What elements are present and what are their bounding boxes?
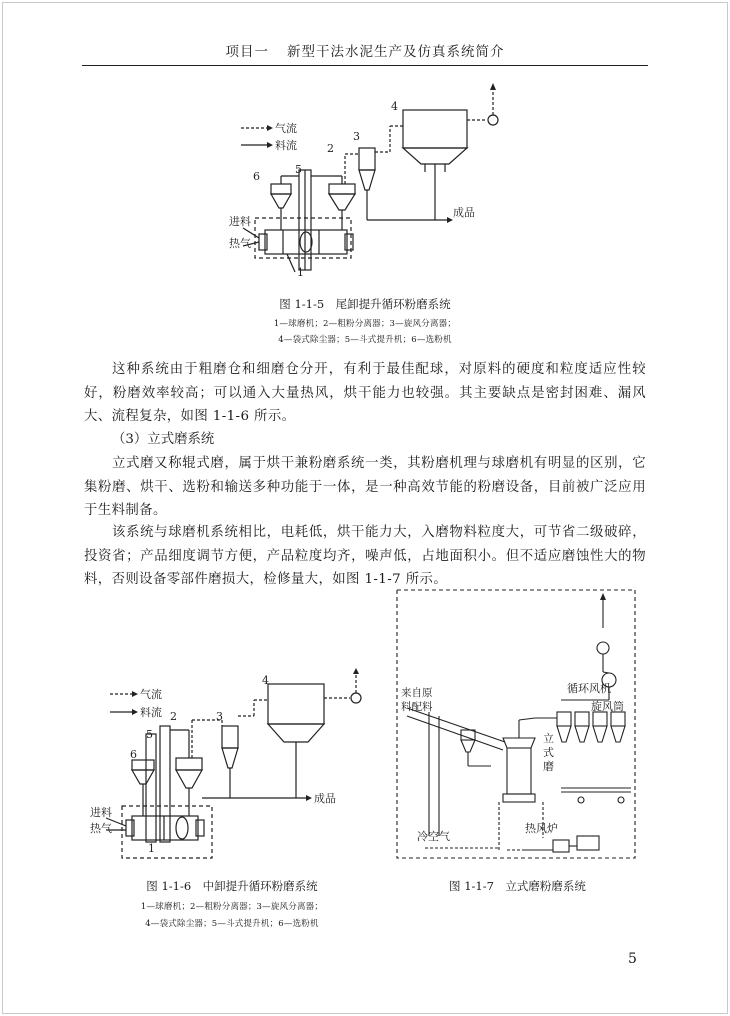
fig7-label-cold-air: 冷空气: [417, 830, 450, 843]
fig5-label-air: 气流: [275, 122, 297, 135]
fig7-label-furnace: 热风炉: [525, 822, 558, 835]
fig7-label-source-2: 料配料: [401, 701, 433, 713]
fig5-caption: 图 1-1-5 尾卸提升循环粉磨系统: [279, 297, 451, 311]
fig6-label-feed: 进料: [90, 806, 112, 819]
fig5-num-1: 1: [297, 266, 304, 279]
fig5-label-material: 料流: [275, 139, 297, 152]
fig6-legend-line1: 1—球磨机；2—粗粉分离器；3—旋风分离器；: [140, 902, 324, 912]
figure-1-1-7-diagram: [395, 588, 640, 863]
fig5-legend-line1: 1—球磨机；2—粗粉分离器；3—旋风分离器；: [273, 319, 457, 329]
fig7-label-fan: 循环风机: [567, 682, 611, 695]
fig5-label-product: 成品: [453, 206, 475, 219]
paragraph-1: 这种系统由于粗磨仓和细磨仓分开，有利于最佳配球，对原料的硬度和粒度适应性较好，粉磨效率较高；可以通入大量热风，烘干能力也较强。其主要缺点是密封困难、漏风大、流程复杂，如图 1-1-6 所示。: [84, 362, 646, 424]
header-rule: [82, 65, 648, 66]
fig6-label-air: 气流: [140, 688, 162, 701]
fig5-label-hot-air: 热气: [229, 237, 251, 250]
paragraph-3: 该系统与球磨机系统相比，电耗低，烘干能力大，入磨物料粒度大，可节省二级破碎，投资省；产品细度调节方便，产品粒度均齐，噪声低，占地面积小。但不适应磨蚀性大的物料，否则设备零部件磨损大，检修量大，如图 1-1-7 所示。: [84, 525, 646, 587]
fig6-num-4: 4: [262, 674, 269, 687]
fig7-label-mill-1: 立: [543, 732, 554, 745]
fig6-caption: 图 1-1-6 中卸提升循环粉磨系统: [146, 879, 318, 893]
fig7-label-source-1: 来自原: [401, 687, 433, 699]
fig7-label-mill-2: 式: [543, 746, 554, 759]
header-title: 新型干法水泥生产及仿真系统简介: [287, 44, 505, 60]
fig5-num-5: 5: [295, 163, 302, 176]
page-number: 5: [628, 951, 637, 967]
fig5-num-3: 3: [353, 130, 360, 143]
fig5-num-6: 6: [253, 170, 260, 183]
figure-1-1-5-diagram: [225, 80, 515, 285]
fig6-num-3: 3: [216, 710, 223, 723]
header-project: 项目一: [225, 44, 269, 60]
paragraph-2: 立式磨又称辊式磨，属于烘干兼粉磨系统一类，其粉磨机理与球磨机有明显的区别，它集粉磨、烘干、选粉和输送多种功能于一体，是一种高效节能的粉磨设备，目前被广泛应用于生料制备。: [84, 456, 646, 518]
fig6-legend-line2: 4—袋式除尘器；5—斗式提升机；6—选粉机: [145, 919, 319, 929]
fig7-label-mill-3: 磨: [543, 760, 554, 773]
section-heading-3: （3）立式磨系统: [112, 432, 215, 447]
fig5-label-feed: 进料: [229, 215, 251, 228]
figure-1-1-6-diagram: [82, 670, 382, 870]
fig6-num-5: 5: [146, 728, 153, 741]
fig6-label-hot-air: 热气: [90, 822, 112, 835]
fig5-num-4: 4: [391, 100, 398, 113]
fig5-legend-line2: 4—袋式除尘器；5—斗式提升机；6—选粉机: [278, 335, 452, 345]
fig6-label-material: 料流: [140, 706, 162, 719]
fig6-num-1: 1: [148, 842, 155, 855]
fig7-caption: 图 1-1-7 立式磨粉磨系统: [449, 879, 586, 893]
fig5-num-2: 2: [327, 142, 334, 155]
fig7-label-cyclone: 旋风筒: [591, 700, 624, 713]
fig6-label-product: 成品: [314, 792, 336, 805]
fig6-num-2: 2: [170, 710, 177, 723]
page-header: [0, 40, 730, 60]
fig6-num-6: 6: [130, 748, 137, 761]
